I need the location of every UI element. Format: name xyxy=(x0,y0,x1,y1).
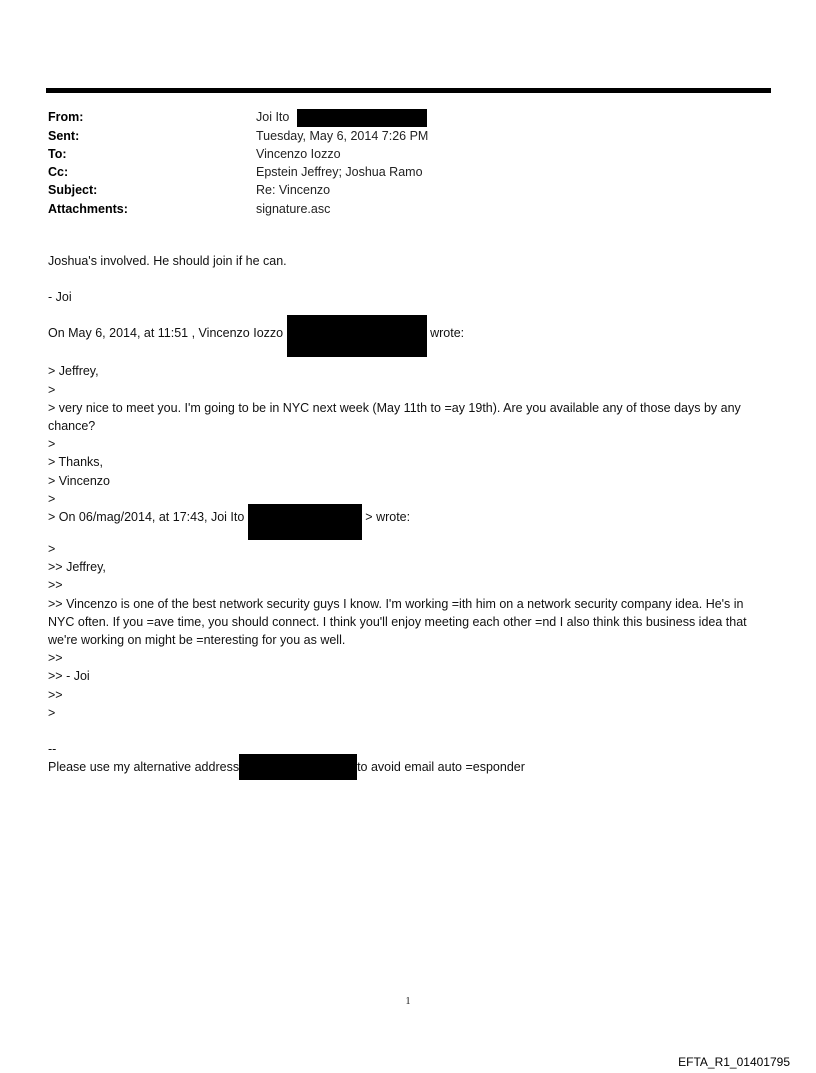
signature-line: Please use my alternative address to avoid email auto =esponder xyxy=(48,758,772,780)
attachments-value[interactable]: signature.asc xyxy=(256,201,331,216)
from-label: From: xyxy=(48,110,84,124)
quoted-line: > xyxy=(48,705,56,720)
attachments-row xyxy=(48,200,428,218)
quoted-line: > xyxy=(48,542,56,557)
to-row xyxy=(48,145,428,163)
quoted-line: > xyxy=(48,491,56,506)
email-body xyxy=(48,252,772,780)
attachments-label: Attachments: xyxy=(48,201,128,216)
sent-value: Tuesday, May 6, 2014 7:26 PM xyxy=(256,128,429,143)
document-id: EFTA_R1_01401795 xyxy=(678,1055,790,1069)
email-header xyxy=(48,108,428,218)
page-number: 1 xyxy=(405,996,411,1007)
signoff: - Joi xyxy=(48,290,72,305)
quoted-line: > very nice to meet you. I'm going to be in NYC next week (May 11th to =ay 19th). Are you available any of those days by any chance? xyxy=(48,400,741,434)
quoted-line: >> Jeffrey, xyxy=(48,560,106,575)
to-value: Vincenzo Iozzo xyxy=(256,146,341,161)
quoted-line: >> xyxy=(48,578,63,593)
quoted-line: > On 06/mag/2014, at 17:43, Joi Ito > wrote: xyxy=(48,508,772,540)
cc-label: Cc: xyxy=(48,165,69,180)
header-rule xyxy=(46,88,771,93)
sent-row xyxy=(48,127,428,145)
reply-text: Joshua's involved. He should join if he can. xyxy=(48,254,287,268)
sent-label: Sent: xyxy=(48,128,80,143)
subject-label: Subject: xyxy=(48,183,98,198)
quoted-line: > Jeffrey, xyxy=(48,364,99,379)
quoted-line: >> xyxy=(48,651,63,666)
quoted-line: >> - Joi xyxy=(48,669,90,684)
quoted-line: > xyxy=(48,437,56,452)
signature-separator: -- xyxy=(48,742,57,757)
redaction-box xyxy=(239,754,357,780)
redaction-box xyxy=(248,504,362,540)
redaction-box xyxy=(297,109,427,127)
quoted-line: >> xyxy=(48,687,63,702)
subject-row xyxy=(48,181,428,199)
quote-intro: On May 6, 2014, at 11:51 , Vincenzo Iozzo wrote: xyxy=(48,324,772,344)
from-row xyxy=(48,108,428,127)
quoted-line: > xyxy=(48,382,56,397)
quoted-line: >> Vincenzo is one of the best network security guys I know. I'm working =ith him on a network security company idea. He's in NYC often. If you =ave time, you should connect. I think you'll enjoy meeting each other =nd I also think this business idea that we're working on might be =nteresting for you as well. xyxy=(48,596,747,648)
cc-row xyxy=(48,163,428,181)
to-label: To: xyxy=(48,146,67,161)
from-value: Joi Ito xyxy=(256,108,427,127)
quoted-line: > Thanks, xyxy=(48,455,104,470)
redaction-box xyxy=(287,315,427,357)
quoted-line: > Vincenzo xyxy=(48,473,110,488)
subject-value: Re: Vincenzo xyxy=(256,183,331,198)
cc-value: Epstein Jeffrey; Joshua Ramo xyxy=(256,165,423,180)
